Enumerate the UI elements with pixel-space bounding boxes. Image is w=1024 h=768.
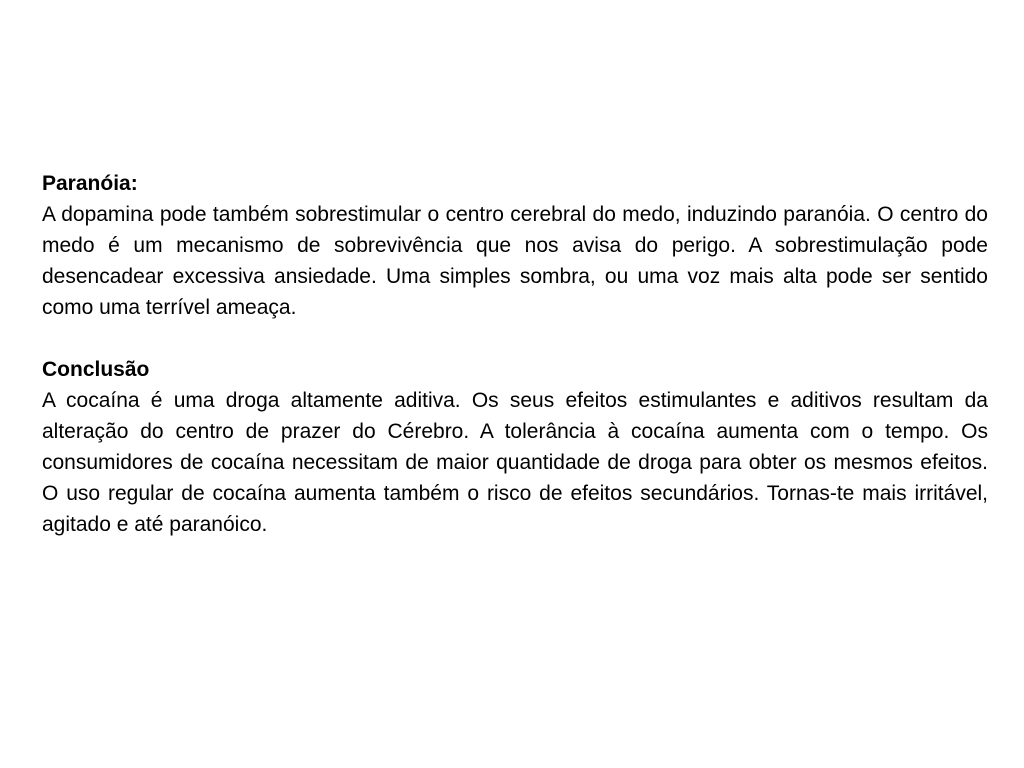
- section-body: A cocaína é uma droga altamente aditiva. Os seus efeitos estimulantes e aditivos resultam da alteração do centro de prazer do Cérebro. A tolerância à cocaína aumenta com o tempo. Os consumidores de cocaína necessitam de maior quantidade de droga para obter os mesmos efeitos. O uso regular de cocaína aumenta também o risco de efeitos secundários. Tornas-te mais irritável, agitado e até paranóico.: [42, 389, 988, 536]
- section-heading: Paranóia:: [42, 172, 138, 195]
- section-heading: Conclusão: [42, 358, 150, 381]
- section-paranoia: [42, 168, 988, 323]
- section-conclusion: [42, 354, 988, 540]
- section-body: A dopamina pode também sobrestimular o centro cerebral do medo, induzindo paranóia. O centro do medo é um mecanismo de sobrevivência que nos avisa do perigo. A sobrestimulação pode desencadear excessiva ansiedade. Uma simples sombra, ou uma voz mais alta pode ser sentido como uma terrível ameaça.: [42, 203, 988, 319]
- slide-content: [42, 168, 988, 540]
